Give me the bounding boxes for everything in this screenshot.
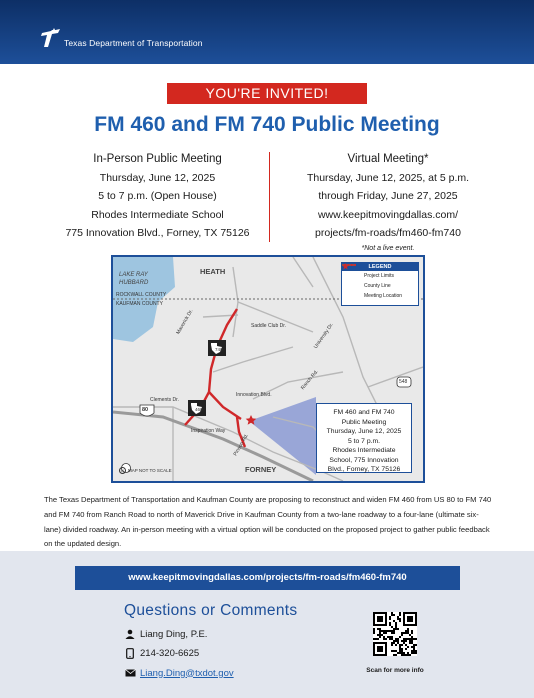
forney-label: FORNEY (245, 465, 277, 474)
in-person-time: 5 to 7 p.m. (Open House) (98, 190, 217, 202)
contact-email-row (124, 667, 234, 679)
virtual-info (283, 150, 493, 255)
contact-phone[interactable]: 214-320-6625 (140, 647, 200, 659)
virtual-line-2: through Friday, June 27, 2025 (318, 190, 458, 202)
virtual-url-line-1[interactable]: www.keepitmovingdallas.com/ (317, 208, 459, 221)
contact-phone-row (124, 647, 199, 659)
project-map (111, 255, 425, 483)
contact-email-link[interactable]: Liang.Ding@txdot.gov (140, 667, 234, 679)
rockwall-county-label: ROCKWALL COUNTY (116, 292, 167, 298)
virtual-line-1: Thursday, June 12, 2025, at 5 p.m. (306, 171, 470, 184)
questions-heading: Questions or Comments (124, 602, 298, 619)
agency-name: Texas Department of Transportation (64, 38, 203, 48)
column-divider (269, 152, 270, 242)
header-bar (0, 0, 534, 64)
contact-name: Liang Ding, P.E. (140, 628, 208, 640)
clements-dr-label: Clements Dr. (150, 397, 179, 403)
txdot-logo (40, 27, 203, 49)
map-legend (341, 262, 419, 306)
qr-code[interactable] (373, 612, 417, 656)
legend-item-county-line: County Line (364, 283, 391, 289)
virtual-heading: Virtual Meeting* (347, 153, 429, 165)
heath-label: HEATH (200, 267, 226, 276)
in-person-address: 775 Innovation Blvd., Forney, TX 75126 (65, 227, 250, 239)
page-title: FM 460 and FM 740 Public Meeting (94, 113, 440, 136)
project-url-link[interactable]: www.keepitmovingdallas.com/projects/fm-roads/fm460-fm740 (75, 566, 460, 590)
ranch-rd-label: Ranch Rd. (299, 369, 320, 391)
contact-name-row (124, 628, 207, 640)
legend-item-meeting-location: Meeting Location (342, 291, 418, 301)
txdot-flying-t-icon (40, 27, 62, 49)
map-not-to-scale: N MAP NOT TO SCALE (119, 467, 172, 474)
fm-740-shield-label: 740 (215, 347, 223, 352)
envelope-icon (124, 667, 136, 679)
legend-title: LEGEND (342, 263, 418, 271)
fm-548-shield-label: 548 (399, 379, 408, 385)
saddle-club-dr-label: Saddle Club Dr. (251, 323, 287, 329)
legend-item-project-limits: Project Limits (364, 273, 395, 279)
maverick-dr-label: Maverick Dr. (175, 308, 195, 336)
invited-banner: YOU'RE INVITED! (167, 83, 367, 104)
in-person-info (40, 150, 275, 243)
phone-icon (124, 647, 136, 659)
in-person-venue: Rhodes Intermediate School (91, 208, 224, 221)
virtual-url-line-2[interactable]: projects/fm-roads/fm460-fm740 (315, 227, 461, 239)
university-dr-label: University Dr. (312, 322, 335, 350)
in-person-date: Thursday, June 12, 2025 (99, 171, 216, 184)
person-icon (124, 628, 136, 640)
kaufman-county-label: KAUFMAN COUNTY (116, 301, 163, 307)
scan-label: Scan for more info (366, 667, 424, 674)
lake-label: LAKE RAY HUBBARD (119, 272, 149, 286)
virtual-note: *Not a live event. (361, 244, 415, 252)
meeting-callout: FM 460 and FM 740 Public Meeting Thursday, June 12, 2025 5 to 7 p.m. Rhodes Intermediate School, 775 Innovation Blvd., Forney, TX 75126 (316, 403, 412, 473)
project-description: The Texas Department of Transportation and Kaufman County are proposing to reconstruct and widen FM 460 from US 80 to FM 740 and FM 740 from Ranch Road to north of Maverick Drive in Kaufman County from a two-lane roadway to a four-lane (ultimate six-lane) divided roadway. An in-person meeting with a virtual option will be conducted on the proposed project to gather public feedback on the updated design. (44, 495, 492, 549)
pinson-rd-label: Pinson Rd. (232, 432, 250, 458)
fm-460-shield-label: 460 (195, 407, 203, 412)
innovation-blvd-label: Innovation Blvd. (236, 392, 272, 398)
us-80-shield-label: 80 (142, 407, 149, 413)
inspiration-way-label: Inspiration Way (191, 428, 226, 434)
north-arrow-icon: N (119, 467, 126, 474)
in-person-heading: In-Person Public Meeting (93, 153, 222, 165)
